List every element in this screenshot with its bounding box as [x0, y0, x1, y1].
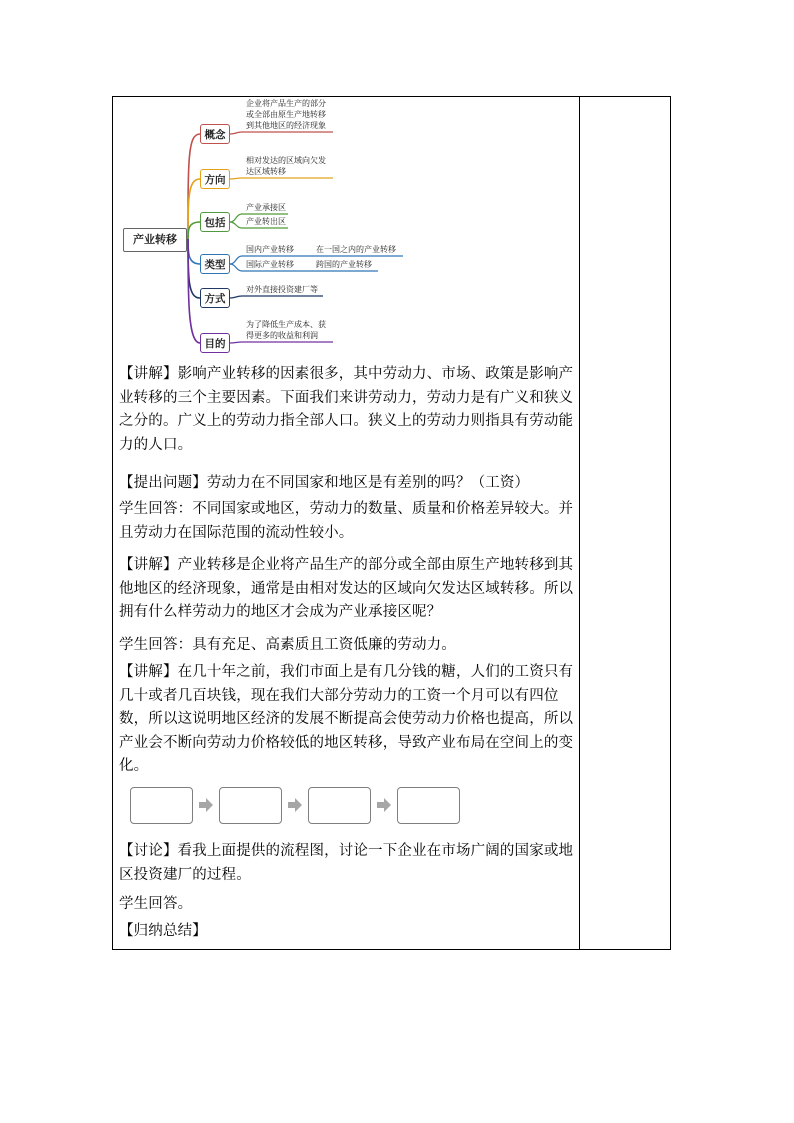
leaf-purpose-1: 为了降低生产成本、获: [246, 320, 326, 329]
paragraph-explain-1: [119, 363, 574, 457]
branch-direction: 方向: [200, 169, 230, 189]
leaf-concept-3: 到其他地区的经济现象: [246, 121, 326, 130]
leaf-types-2: 国际产业转移: [246, 260, 294, 269]
leaf-direction-2: 达区域转移: [246, 167, 286, 176]
paragraph-answer-2: 学生回答：具有充足、高素质且工资低廉的劳动力。: [119, 637, 456, 653]
tag-explain: 【讲解】: [119, 557, 178, 573]
branch-method: 方式: [200, 288, 230, 308]
paragraph-text: 影响产业转移的因素很多，其中劳动力、市场、政策是影响产业转移的三个主要因素。下面我们来讲劳动力，劳动力是有广义和狭义之分的。广义上的劳动力指全部人口。狭义上的劳动力则指具有劳动能力的人口。: [119, 366, 574, 453]
leaf-includes-2: 产业转出区: [246, 217, 286, 226]
flow-box-2: [219, 787, 282, 824]
paragraph-question: [119, 472, 574, 496]
flow-box-3: [308, 787, 371, 824]
flow-arrow-icon: [199, 798, 213, 812]
column-divider: [579, 96, 580, 950]
paragraph-discuss: [119, 840, 574, 887]
paragraph-text: 看我上面提供的流程图，讨论一下企业在市场广阔的国家或地区投资建厂的过程。: [119, 843, 574, 883]
flow-arrow-icon: [377, 798, 391, 812]
tag-question: 【提出问题】: [119, 475, 207, 491]
paragraph-explain-3: [119, 661, 574, 779]
flow-box-4: [397, 787, 460, 824]
branch-includes: 包括: [200, 212, 230, 232]
paragraph-explain-2: [119, 554, 574, 625]
leaf-types-1-desc: 在一国之内的产业转移: [316, 245, 396, 254]
leaf-types-1: 国内产业转移: [246, 245, 294, 254]
branch-types: 类型: [200, 254, 230, 274]
paragraph-text: 在几十年之前，我们市面上是有几分钱的糖，人们的工资只有几十或者几百块钱，现在我们大部分劳动力的工资一个月可以有四位数，所以这说明地区经济的发展不断提高会使劳动力价格也提高，所以产业会不断向劳动力价格较低的地区转移，导致产业布局在空间上的变化。: [119, 664, 574, 774]
paragraph-text: 产业转移是企业将产品生产的部分或全部由原生产地转移到其他地区的经济现象，通常是由相对发达的区域向欠发达区域转移。所以拥有什么样劳动力的地区才会成为产业承接区呢？: [119, 557, 574, 620]
branch-purpose: 目的: [200, 333, 230, 353]
tag-explain: 【讲解】: [119, 366, 178, 382]
tag-explain: 【讲解】: [119, 664, 178, 680]
paragraph-answer-1: 学生回答：不同国家或地区，劳动力的数量、质量和价格差异较大。并且劳动力在国际范围的流动性较小。: [119, 501, 574, 541]
leaf-method-1: 对外直接投资建厂等: [246, 285, 318, 294]
leaf-direction-1: 相对发达的区域向欠发: [246, 156, 326, 165]
branch-concept: 概念: [200, 124, 230, 144]
leaf-includes-1: 产业承接区: [246, 203, 286, 212]
paragraph-summary: 【归纳总结】: [119, 923, 207, 939]
paragraph-answer-3: 学生回答。: [119, 896, 193, 912]
flow-box-1: [130, 787, 193, 824]
leaf-types-2-desc: 跨国的产业转移: [316, 260, 372, 269]
leaf-concept-1: 企业将产品生产的部分: [246, 99, 326, 108]
tag-discuss: 【讨论】: [119, 843, 178, 859]
mind-map-root: 产业转移: [123, 228, 187, 252]
mind-map: [118, 98, 418, 356]
leaf-purpose-2: 得更多的收益和利润: [246, 331, 318, 340]
flow-arrow-icon: [288, 798, 302, 812]
paragraph-text: 劳动力在不同国家和地区是有差别的吗？（工资）: [206, 475, 530, 491]
leaf-concept-2: 或全部由原生产地转移: [246, 110, 326, 119]
